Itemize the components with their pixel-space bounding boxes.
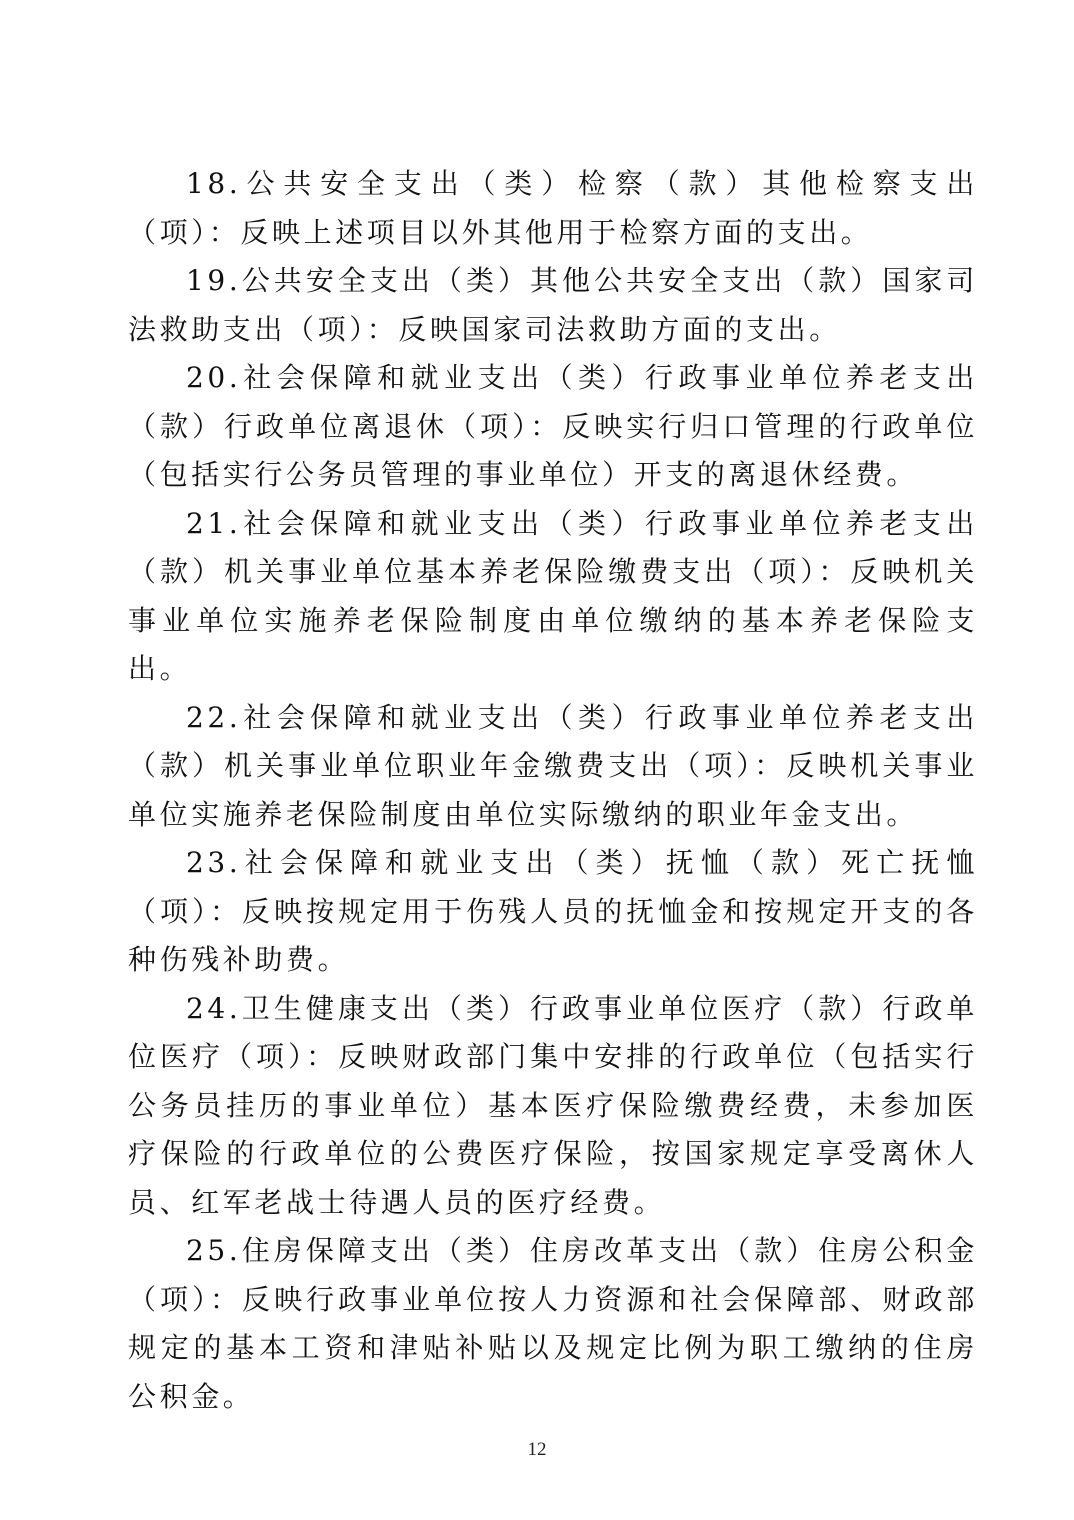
paragraph-18: 18.公共安全支出（类）检察（款）其他检察支出（项）：反映上述项目以外其他用于检察方面的支出。 <box>128 167 978 249</box>
paragraph-20: 20.社会保障和就业支出（类）行政事业单位养老支出（款）行政单位离退休（项）：反映实行归口管理的行政单位（包括实行公务员管理的事业单位）开支的离退休经费。 <box>128 361 978 491</box>
paragraph-25: 25.住房保障支出（类）住房改革支出（款）住房公积金（项）：反映行政事业单位按人力资源和社会保障部、财政部规定的基本工资和津贴补贴以及规定比例为职工缴纳的住房公积金。 <box>128 1234 978 1413</box>
paragraph-19: 19.公共安全支出（类）其他公共安全支出（款）国家司法救助支出（项）：反映国家司法救助方面的支出。 <box>128 264 978 346</box>
page-number: 12 <box>527 1439 547 1460</box>
paragraph-24: 24.卫生健康支出（类）行政事业单位医疗（款）行政单位医疗（项）：反映财政部门集中安排的行政单位（包括实行公务员挂历的事业单位）基本医疗保险缴费经费，未参加医疗保险的行政单位的公费医疗保险，按国家规定享受离休人员、红军老战士待遇人员的医疗经费。 <box>128 991 978 1219</box>
paragraph-21: 21.社会保障和就业支出（类）行政事业单位养老支出（款）机关事业单位基本养老保险缴费支出（项）：反映机关事业单位实施养老保险制度由单位缴纳的基本养老保险支出。 <box>128 506 978 685</box>
document-body <box>128 160 978 1421</box>
paragraph-23: 23.社会保障和就业支出（类）抚恤（款）死亡抚恤（项）：反映按规定用于伤残人员的抚恤金和按规定开支的各种伤残补助费。 <box>128 846 978 976</box>
paragraph-22: 22.社会保障和就业支出（类）行政事业单位养老支出（款）机关事业单位职业年金缴费支出（项）：反映机关事业单位实施养老保险制度由单位实际缴纳的职业年金支出。 <box>128 700 978 831</box>
